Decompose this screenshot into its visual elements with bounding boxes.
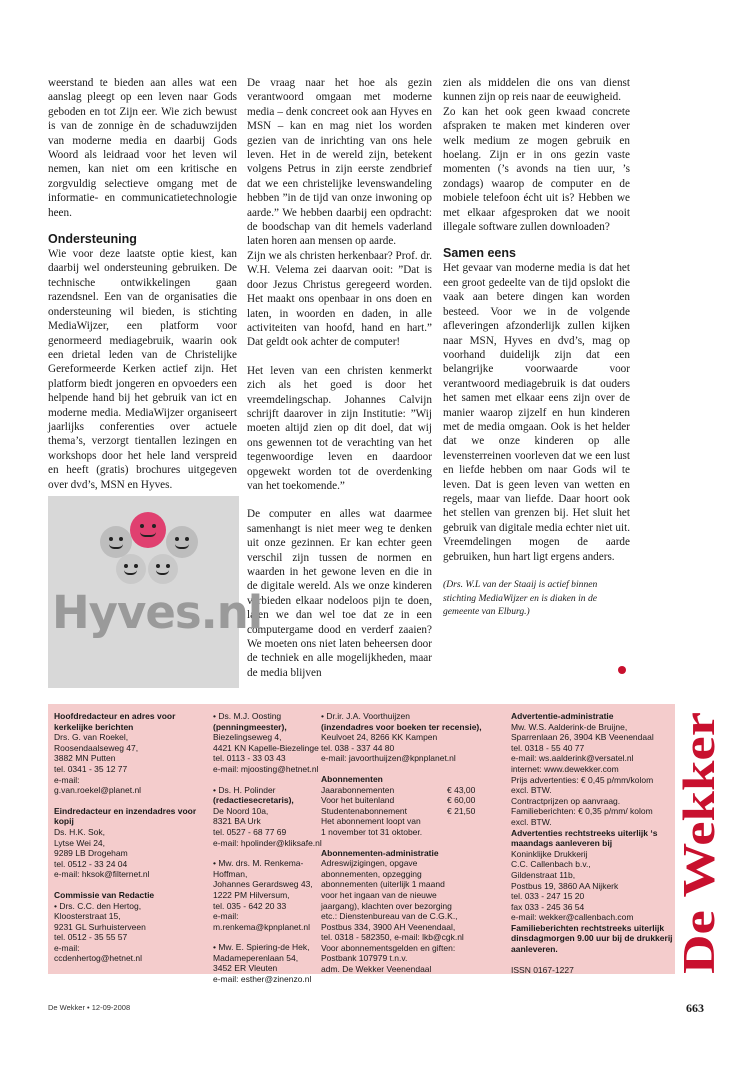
colophon-line: Postbank 107979 t.n.v. bbox=[321, 953, 408, 964]
colophon-line: (redactiesecretaris), bbox=[213, 795, 294, 806]
colophon-line: • Mw. E. Spiering-de Hek, bbox=[213, 942, 310, 953]
colophon-line: Mw. W.S. Aalderink-de Bruijne, bbox=[511, 721, 628, 732]
colophon-line: fax 033 - 245 36 54 bbox=[511, 901, 585, 912]
paragraph: De computer en alles wat daarmee samenhangt is niet meer weg te denken uit onze gezinnen. Er kan echter geen verschil zijn tussen de normen en waarden in het gewone leven en die in de digitale wereld. Als we onze kinderen verbieden elkaar nodeloos pijn te doen, laten we dan wel toe dat ze in een computergame dood en verderf zaaien? We moeten ons niet laten beheersen door de techniek en alle mogelijkheden, maar de media blijven bbox=[247, 508, 432, 679]
hyves-logo-text: Hyves.nl bbox=[52, 586, 263, 639]
colophon-line: (penningmeester), bbox=[213, 721, 287, 732]
colophon-line: e-mail: bbox=[54, 942, 80, 953]
hyves-illustration bbox=[48, 496, 263, 688]
paragraph: Het leven van een christen kenmerkt zich als het goed is door het vreemdelingschap. Johannes Calvijn schrijft daarover in zijn Institutie: ”Wij moeten altijd zien op dit doel, dat wij ons gewennen tot de verachting van het tegenwoordige leven en daardoor opgewekt worden tot de overdenking van het toekomende.” bbox=[247, 364, 432, 492]
colophon-line: tel. 0512 - 35 55 57 bbox=[54, 932, 128, 943]
colophon-heading: Advertentie-administratie bbox=[511, 711, 614, 721]
colophon-heading: Commissie van Redactie bbox=[54, 889, 155, 900]
colophon-line: ccdenhertog@hetnet.nl bbox=[54, 953, 143, 964]
paragraph: weerstand te bieden aan alles wat een aanslag pleegt op een leven naar Gods geboden en tot Zijn eer. Wie zich bewust is van de zonnige èn de schaduwzijden van moderne media en daarbij Gods Woord als leidraad voor het leven wil nemen, kan niet om een kritische en zorgvuldig selectieve omgang met de informatie- en communicatietechnologie heen. bbox=[48, 77, 237, 219]
colophon-line: Voor abonnementsgelden en giften: bbox=[321, 942, 456, 953]
hyves-face-icon bbox=[166, 526, 198, 558]
article-column-2 bbox=[247, 76, 432, 680]
colophon-line: Drs. G. van Roekel, bbox=[54, 732, 129, 743]
colophon-line: jaargang), klachten over bezorging bbox=[321, 900, 452, 911]
price-list bbox=[321, 785, 501, 817]
colophon-line: adm. De Wekker Veenendaal bbox=[321, 964, 432, 975]
colophon-line: e-mail: bbox=[54, 774, 80, 785]
colophon-line: Ds. H.K. Sok, bbox=[54, 826, 106, 837]
colophon-line: e-mail: ws.aalderink@versatel.nl bbox=[511, 753, 634, 764]
colophon-line: Adreswijzigingen, opgave bbox=[321, 858, 418, 869]
colophon-line: e-mail: hksok@filternet.nl bbox=[54, 869, 150, 880]
colophon-box bbox=[48, 704, 675, 985]
colophon-line: Postbus 19, 3860 AA Nijkerk bbox=[511, 880, 619, 891]
paragraph: De vraag naar het hoe als gezin verantwoord omgaan met moderne media – denk concreet ook aan Hyves en MSN – kan en mag niet los worden gezien van de inrichting van ons hele leven. Het in de wereld zijn, betekent volgens Petrus in zijn eerste zendbrief dat we een christelijke levenswandeling hebben ”in de tijd van onze inwoning op aarde.” We hebben daarbij een opdracht: de boodschap van dit hemels vaderland laten horen aan mensen op aarde. bbox=[247, 77, 432, 248]
hyves-face-icon bbox=[116, 554, 146, 584]
colophon-line: tel. 0113 - 33 03 43 bbox=[213, 753, 286, 764]
colophon-line: Postbus 334, 3900 AH Veenendaal, bbox=[321, 921, 456, 932]
author-note: (Drs. W.L van der Staaij is actief binnen stichting MediaWijzer en is diaken in de gemeente van Elburg.) bbox=[443, 579, 598, 617]
colophon-line: Madameperenlaan 54, bbox=[213, 952, 299, 963]
colophon-line: De Noord 10a, bbox=[213, 805, 269, 816]
colophon-heading: Abonnementen bbox=[321, 773, 383, 784]
colophon-line: Gildenstraat 11b, bbox=[511, 869, 576, 880]
colophon-heading: Abonnementen-administratie bbox=[321, 847, 439, 858]
colophon-line: excl. BTW. bbox=[511, 816, 552, 827]
footer-publication-date: De Wekker • 12-09-2008 bbox=[48, 1003, 131, 1012]
colophon-line: g.van.roekel@planet.nl bbox=[54, 785, 142, 796]
paragraph: Wie voor deze laatste optie kiest, kan daarbij wel ondersteuning gebruiken. De technische ontwikkelingen gaan razendsnel. Een van de organisaties die ondersteuning wil bieden, is stichting MediaWijzer, een platform voor genormeerd mediagebruik, waarin ook een drietal leden van de Christelijke Gereformeerde Kerken actief zijn. Het platform biedt jongeren en opvoeders een helpende hand bij het gebruik van ict en moderne media. MediaWijzer organiseert jaarlijks conferenties over actuele thema’s, verzorgt tientallen lezingen en workshops door het hele land verspreid en heeft (gratis) brochures uitgegeven over dvd’s, MSN en Hyves. bbox=[48, 248, 237, 491]
colophon-line: C.C. Callenbach b.v., bbox=[511, 859, 591, 870]
paragraph: Zijn we als christen herkenbaar? Prof. dr. W.H. Velema zei daarvan ooit: ”Dat is door Jezus Christus geregeerd worden. Het maakt ons openbaar in ons doen en laten, in woorden en daden, in alle activiteiten van hoofd, hand en hart.” Dat geldt ook achter de computer! bbox=[247, 249, 432, 349]
hyves-face-icon bbox=[100, 526, 132, 558]
end-mark-dot bbox=[618, 666, 626, 674]
colophon-line: Het abonnement loopt van bbox=[321, 816, 421, 827]
colophon-line: 1 november tot 31 oktober. bbox=[321, 826, 423, 837]
colophon-line: m.renkema@kpnplanet.nl bbox=[213, 921, 310, 932]
colophon-line: excl. BTW. bbox=[511, 785, 552, 796]
colophon-line: Kloosterstraat 15, bbox=[54, 911, 121, 922]
article-column-3 bbox=[443, 76, 630, 619]
colophon-line: Keulvoet 24, 8266 KK Kampen bbox=[321, 732, 438, 743]
colophon-line: • Dr.ir. J.A. Voorthuijzen bbox=[321, 711, 410, 721]
colophon-line: 1222 PM Hilversum, bbox=[213, 889, 290, 900]
colophon-line: tel. 0318 - 582350, e-mail: lkb@cgk.nl bbox=[321, 932, 464, 943]
price-label: Voor het buitenland bbox=[321, 795, 395, 806]
colophon-column-3 bbox=[321, 711, 501, 975]
colophon-column-4 bbox=[511, 711, 673, 975]
colophon-line: tel. 033 - 247 15 20 bbox=[511, 891, 585, 902]
colophon-line: 3452 ER Vleuten bbox=[213, 963, 278, 974]
colophon-line: Johannes Gerardsweg 43, bbox=[213, 879, 313, 890]
colophon-line: tel. 0527 - 68 77 69 bbox=[213, 826, 287, 837]
colophon-line: tel. 038 - 337 44 80 bbox=[321, 742, 395, 753]
colophon-line: e-mail: hpolinder@kliksafe.nl bbox=[213, 837, 322, 848]
colophon-line: • Mw. drs. M. Renkema- bbox=[213, 858, 304, 869]
colophon-line: e-mail: esther@zinenzo.nl bbox=[213, 974, 312, 985]
paragraph: Zo kan het ook geen kwaad concrete afspraken te maken met kinderen over welk medium ze mogen gebruik en hoelang. Zijn er in ons gezin vaste momenten (’s avonds na tien uur, ’s zondags) waarop de computer en de mobiele telefoon écht uit is? Hebben we met elkaar afgesproken dat we nooit illegale software zullen downloaden? bbox=[443, 105, 630, 234]
colophon-line: abonnementen, opzegging bbox=[321, 868, 422, 879]
colophon-line: abonnementen (uiterlijk 1 maand bbox=[321, 879, 445, 890]
issn-number: ISSN 0167-1227 bbox=[511, 964, 574, 975]
colophon-line: Hoffman, bbox=[213, 868, 248, 879]
colophon-line: 9289 LB Drogeham bbox=[54, 848, 128, 859]
section-heading-samen-eens: Samen eens bbox=[443, 246, 516, 261]
colophon-line: Familieberichten: € 0,35 p/mm/ kolom bbox=[511, 806, 653, 817]
article-column-1 bbox=[48, 76, 237, 492]
colophon-line: Roosendaalseweg 47, bbox=[54, 742, 139, 753]
colophon-line: tel. 0512 - 33 24 04 bbox=[54, 858, 128, 869]
colophon-line: • Ds. M.J. Oosting bbox=[213, 711, 282, 721]
price-value: € 43,00 bbox=[447, 784, 476, 795]
colophon-line: etc.: Dienstenbureau van de C.G.K., bbox=[321, 911, 458, 922]
colophon-line: 9231 GL Surhuisterveen bbox=[54, 921, 146, 932]
colophon-line: 3882 MN Putten bbox=[54, 753, 116, 764]
colophon-line: 4421 KN Kapelle-Biezelinge bbox=[213, 742, 319, 753]
colophon-line: tel. 035 - 642 20 33 bbox=[213, 900, 287, 911]
colophon-heading: Familieberichten rechtstreeks uiterlijk dinsdagmorgen 9.00 uur bij de drukkerij aanleveren. bbox=[511, 922, 673, 955]
colophon-line: 8321 BA Urk bbox=[213, 816, 261, 827]
colophon-line: Biezelingseweg 4, bbox=[213, 732, 282, 743]
colophon-line: e-mail: javoorthuijzen@kpnplanet.nl bbox=[321, 753, 456, 764]
colophon-line: (inzendadres voor boeken ter recensie), bbox=[321, 721, 482, 732]
colophon-heading: Eindredacteur en inzendadres voor kopij bbox=[54, 805, 197, 827]
colophon-line: tel. 0318 - 55 40 77 bbox=[511, 742, 585, 753]
colophon-line: e-mail: bbox=[213, 911, 239, 922]
colophon-line: tel. 0341 - 35 12 77 bbox=[54, 763, 128, 774]
price-label: Studentenabonnement bbox=[321, 805, 408, 816]
price-label: Jaarabonnementen bbox=[321, 784, 395, 795]
colophon-line: Lytse Wei 24, bbox=[54, 837, 106, 848]
colophon-line: • Ds. H. Polinder bbox=[213, 784, 276, 795]
colophon-heading: Hoofdredacteur en adres voor kerkelijke berichten bbox=[54, 711, 176, 732]
colophon-line: Prijs advertenties: € 0,45 p/mm/kolom bbox=[511, 774, 654, 785]
de-wekker-logo bbox=[673, 704, 724, 974]
de-wekker-logo-text: De Wekker bbox=[673, 753, 724, 974]
colophon-line: internet: www.dewekker.com bbox=[511, 763, 619, 774]
colophon-line: e-mail: mjoosting@hetnet.nl bbox=[213, 763, 319, 774]
section-heading-ondersteuning: Ondersteuning bbox=[48, 232, 137, 247]
price-value: € 21,50 bbox=[447, 805, 476, 816]
page-number: 663 bbox=[686, 1001, 704, 1015]
hyves-face-icon bbox=[130, 512, 166, 548]
colophon-heading: Advertenties rechtstreeks uiterlijk ‘s maandags aanleveren bij bbox=[511, 827, 658, 849]
colophon-column-1 bbox=[54, 711, 204, 964]
colophon-line: Koninklijke Drukkerij bbox=[511, 848, 588, 859]
colophon-line: e-mail: wekker@callenbach.com bbox=[511, 912, 634, 923]
paragraph: zien als middelen die ons van dienst kunnen zijn op reis naar de eeuwigheid. bbox=[443, 77, 630, 104]
colophon-line: voor het ingaan van de nieuwe bbox=[321, 889, 437, 900]
hyves-face-icon bbox=[148, 554, 178, 584]
colophon-line: Contractprijzen op aanvraag. bbox=[511, 795, 621, 806]
paragraph: Het gevaar van moderne media is dat het een groot gedeelte van de tijd opslokt die vaak aan betere dingen kan worden besteed. Voor we in de volgende afleveringen afzonderlijk zullen kijken naar MSN, Hyves en dvd’s, mag op voorhand duidelijk zijn dat een belangrijke voorwaarde voor verantwoord mediagebruik is dat ouders het samen met elkaar eens zijn over de manier waarop zijzelf en hun kinderen met de media omgaan. Ook is het helder dat we onze kinderen op alle levensterreinen voorleven dat we een lust en liefde hebben om naar Gods wil te leven. Dat is geen leven van wetten en regels, maar van liefde. Daar hoort ook het stellen van grenzen bij. Het sluit het gebruik van digitale media echter niet uit. Vreemdelingen mogen de aarde gebruiken, hun hart ligt ergens anders. bbox=[443, 262, 630, 563]
colophon-line: • Drs. C.C. den Hertog, bbox=[54, 900, 142, 911]
colophon-line: Sparrenlaan 26, 3904 KB Veenendaal bbox=[511, 732, 654, 743]
price-value: € 60,00 bbox=[447, 795, 476, 806]
